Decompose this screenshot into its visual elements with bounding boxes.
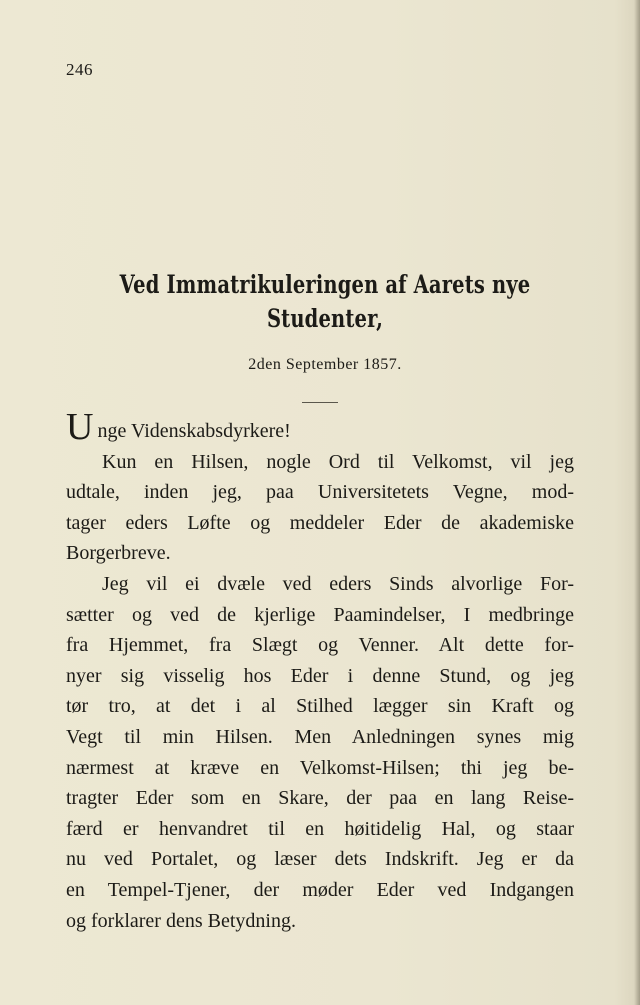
text-line: nærmest at kræve en Velkomst-Hilsen; thi jeg be- bbox=[66, 756, 574, 779]
text-line: Borgerbreve. bbox=[66, 542, 171, 565]
chapter-date: 2den September 1857. bbox=[248, 356, 402, 373]
text-line: nu ved Portalet, og læser dets Indskrift. Jeg er da bbox=[66, 848, 574, 871]
salutation-line bbox=[66, 406, 574, 448]
text-line: nyer sig visselig hos Eder i denne Stund, og jeg bbox=[66, 664, 574, 687]
chapter-title bbox=[118, 268, 531, 336]
text-line: en Tempel-Tjener, der møder Eder ved Indgangen bbox=[66, 878, 574, 901]
page-number: 246 bbox=[66, 60, 93, 79]
text-line: og forklarer dens Betydning. bbox=[66, 909, 296, 932]
drop-cap: U bbox=[66, 406, 94, 448]
text-line: tør tro, at det i al Stilhed lægger sin Kraft og bbox=[66, 695, 574, 718]
page-edge-shadow bbox=[634, 0, 640, 1005]
title-line-2: Studenter, bbox=[266, 304, 384, 333]
body-text bbox=[66, 406, 574, 936]
text-line: fra Hjemmet, fra Slægt og Venner. Alt dette for- bbox=[66, 634, 574, 657]
text-line: tragter Eder som en Skare, der paa en lang Reise- bbox=[66, 787, 574, 810]
salutation-text: nge Videnskabsdyrkere! bbox=[97, 420, 291, 442]
title-line-1: Ved Immatrikuleringen af Aarets nye bbox=[119, 270, 531, 299]
text-line: færd er henvandret til en høitidelig Hal, og staar bbox=[66, 817, 574, 840]
text-line: sætter og ved de kjerlige Paamindelser, I medbringe bbox=[66, 603, 574, 626]
text-line: Vegt til min Hilsen. Men Anledningen synes mig bbox=[66, 725, 574, 748]
text-line: Jeg vil ei dvæle ved eders Sinds alvorlige For- bbox=[102, 572, 574, 595]
text-line: tager eders Løfte og meddeler Eder de akademiske bbox=[66, 511, 574, 534]
divider-rule bbox=[302, 402, 338, 403]
text-line: udtale, inden jeg, paa Universitetets Vegne, mod- bbox=[66, 481, 574, 504]
text-line: Kun en Hilsen, nogle Ord til Velkomst, vil jeg bbox=[102, 450, 574, 473]
